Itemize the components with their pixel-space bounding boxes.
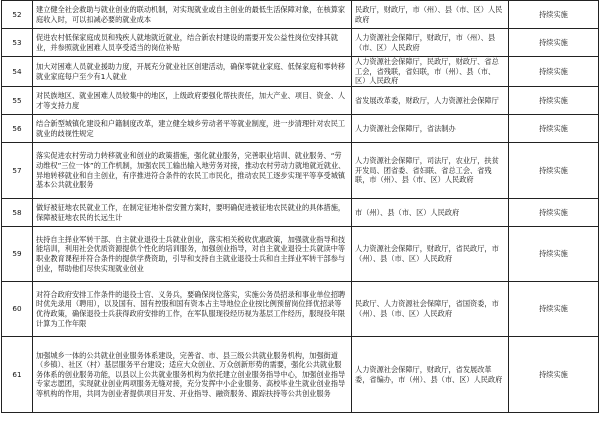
table-row (2, 282, 599, 337)
row-status: 持续实施 (509, 87, 599, 115)
row-content: 落实促进农村劳动力转移就业和创业的政策措施，强化就业服务，完善职业培训、就业服务、“劳动维权”三位一体”的工作机制，加强农民工输出输入地劳务对接，推动农村劳动力就地就近就业、异地转移就业和自主创业，有序推进符合条件的农民工市民化，推动农民工逐步实现平等享受城镇基本公共就业服务 (33, 143, 352, 199)
row-number: 56 (2, 115, 33, 143)
table-row (2, 337, 599, 413)
row-status: 持续实施 (509, 143, 599, 199)
row-content: 对民族地区、就业困难人员较集中的地区，上级政府要强化帮扶责任，加大产业、项目、资金、人才等支持力度 (33, 87, 352, 115)
row-status: 持续实施 (509, 57, 599, 87)
table-row (2, 57, 599, 87)
row-status: 持续实施 (509, 1, 599, 29)
row-content: 加大对困难人员就业援助力度，开展充分就业社区创建活动，确保零就业家庭、低保家庭和零转移就业家庭每户至少有1人就业 (33, 57, 352, 87)
row-status: 持续实施 (509, 282, 599, 337)
table-row (2, 115, 599, 143)
row-number: 58 (2, 199, 33, 227)
row-status: 持续实施 (509, 29, 599, 57)
row-department: 人力资源社会保障厅，财政厅，市（州）、县（市、区）人民政府 (352, 29, 509, 57)
row-status: 持续实施 (509, 337, 599, 413)
row-department: 人力资源社会保障厅，财政厅，省民政厅，市（州）、县（市、区）人民政府 (352, 227, 509, 282)
row-content: 建立健全社会救助与就业创业的联动机制，对实现就业或自主创业的最低生活保障对象，在核算家庭收入时，可以扣减必要的就业成本 (33, 1, 352, 29)
row-content: 结合新型城镇化建设和户籍制度改革，建立健全城乡劳动者平等就业制度，进一步清理针对农民工就业的歧视性规定 (33, 115, 352, 143)
table-row (2, 199, 599, 227)
policy-table-body (2, 1, 599, 413)
row-status: 持续实施 (509, 227, 599, 282)
row-department: 人力资源社会保障厅，省法制办 (352, 115, 509, 143)
policy-table (1, 0, 599, 413)
row-content: 做好被征地农民就业工作，在制定征地补偿安置方案时，要明确促进被征地农民就业的具体措施，保障被征地农民的长远生计 (33, 199, 352, 227)
row-number: 53 (2, 29, 33, 57)
row-department: 人力资源社会保障厅，民政厅，财政厅、省总工会，省残联，省妇联，市（州）、县（市、区）人民政府 (352, 57, 509, 87)
row-number: 54 (2, 57, 33, 87)
row-department: 民政厅，财政厅，市（州）、县（市、区）人民政府 (352, 1, 509, 29)
row-content: 扶持自主择业军转干部、自主就业退役士兵就业创业，落实相关税收优惠政策，加强就业指导和技能培训，利用社会优质资源提供个性化的培训服务，加强创业指导，对自主就业退役士兵就读中等职业教育课程并符合条件的提供学费资助，引导和支持自主就业退役士兵和自主择业军转干部参与创业，帮助他们尽快实现就业创业 (33, 227, 352, 282)
row-department: 民政厅、人力资源社会保障厅，省国资委，市（州）、县（市、区）人民政府 (352, 282, 509, 337)
table-row (2, 227, 599, 282)
row-number: 57 (2, 143, 33, 199)
table-row (2, 143, 599, 199)
table-row (2, 29, 599, 57)
row-number: 60 (2, 282, 33, 337)
row-department: 人力资源社会保障厅，司法厅，农业厅，扶贫开发局、团省委、省妇联、省总工会、省残联，市（州）、县（市、区）人民政府 (352, 143, 509, 199)
row-status: 持续实施 (509, 115, 599, 143)
row-number: 59 (2, 227, 33, 282)
row-department: 市（州）、县（市、区）人民政府 (352, 199, 509, 227)
row-department: 省发展改革委，财政厅，人力资源社会保障厅 (352, 87, 509, 115)
row-content: 促进农村低保家庭成员和残疾人就地就近就业，结合新农村建设的需要开发公益性岗位安排其就业，并参照就业困难人员享受适当的岗位补贴 (33, 29, 352, 57)
row-number: 52 (2, 1, 33, 29)
row-content: 对符合政府安排工作条件的退役士官、义务兵，要确保岗位落实，实施公务员招录和事业单位招聘时优先录用（聘用），以及国有、国有控股和国有资本占主导地位企业按比例预留岗位择优招录等优待政策，确保退役士兵获得政府安排的工作，在军队服现役经历视为基层工作经历，服现役年限计算为工作年限 (33, 282, 352, 337)
row-content: 加强城乡一体的公共就业创业服务体系建设，完善省、市、县三级公共就业服务机构，加强街道（乡镇）、社区（村）基层服务平台建设；适应大众创业、万众创新形势的需要，强化公共就业服务体系的创业服务功能，以县以上公共就业服务机构为依托建立创业服务指导中心，加强创业指导专家志愿团，实现就业创业两项服务无缝对接，充分发挥中小企业服务、高校毕业生就业创业指导等机构的作用，共同为创业者提供项目开发、开业指导、融资服务、跟踪扶持等公共创业服务 (33, 337, 352, 413)
row-department: 人力资源社会保障厅，财政厅，省发展改革委，省编办，市（州）、县（市、区）人民政府 (352, 337, 509, 413)
row-status: 持续实施 (509, 199, 599, 227)
row-number: 61 (2, 337, 33, 413)
table-row (2, 87, 599, 115)
row-number: 55 (2, 87, 33, 115)
table-row (2, 1, 599, 29)
